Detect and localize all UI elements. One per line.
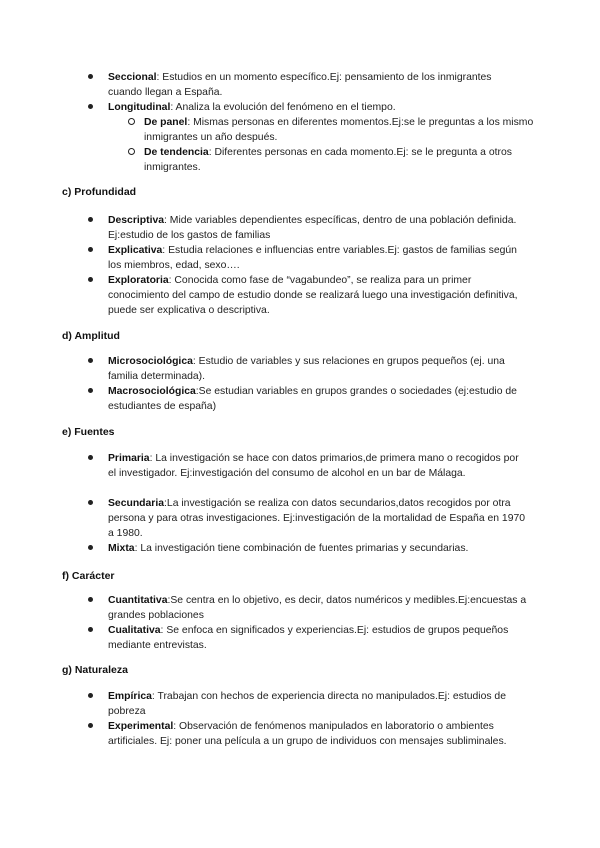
list-item: Longitudinal: Analiza la evolución del fenómeno en el tiempo.	[108, 102, 396, 113]
list-item: Experimental: Observación de fenómenos manipulados en laboratorio o ambientes artificiales. Ej: poner una película a un grupo de individuos con mensajes subliminales.	[108, 721, 507, 747]
bullet-icon	[88, 719, 93, 734]
bullet-icon	[88, 70, 93, 85]
bullet-icon	[88, 541, 93, 556]
bullet-icon	[88, 100, 93, 115]
list-item: Empírica: Trabajan con hechos de experiencia directa no manipulados.Ej: estudios de pobreza	[108, 691, 506, 717]
bullet-icon	[88, 593, 93, 608]
list-item: Macrosociológica:Se estudian variables en grupos grandes o sociedades (ej:estudio de estudiantes de españa)	[108, 386, 517, 412]
bullet-icon	[88, 623, 93, 638]
list-item: Mixta: La investigación tiene combinación de fuentes primarias y secundarias.	[108, 543, 469, 554]
list-item: Seccional: Estudios en un momento específico.Ej: pensamiento de los inmigrantes cuando llegan a España.	[108, 72, 492, 98]
list-item: Explicativa: Estudia relaciones e influencias entre variables.Ej: gastos de familias según los miembros, edad, sexo….	[108, 245, 517, 271]
bullet-icon	[88, 243, 93, 258]
sub-list-item: De panel: Mismas personas en diferentes momentos.Ej:se le preguntas a los mismo inmigrantes un año después.	[144, 117, 534, 143]
list-item: Descriptiva: Mide variables dependientes específicas, dentro de una población definida. Ej:estudio de los gastos de familias	[108, 215, 517, 241]
bullet-icon	[88, 451, 93, 466]
bullet-icon	[88, 213, 93, 228]
section-heading: d) Amplitud	[62, 330, 120, 342]
bullet-icon	[88, 496, 93, 511]
circle-bullet-icon	[128, 145, 135, 160]
bullet-icon	[88, 384, 93, 399]
section-heading: f) Carácter	[62, 570, 115, 582]
section-heading: e) Fuentes	[62, 426, 115, 438]
list-item: Microsociológica: Estudio de variables y sus relaciones en grupos pequeños (ej. una familia determinada).	[108, 356, 505, 382]
circle-bullet-icon	[128, 115, 135, 130]
sub-list-item: De tendencia: Diferentes personas en cada momento.Ej: se le pregunta a otros inmigrantes.	[144, 147, 512, 173]
list-item: Cuantitativa:Se centra en lo objetivo, es decir, datos numéricos y medibles.Ej:encuestas a grandes poblaciones	[108, 595, 527, 621]
list-item: Primaria: La investigación se hace con datos primarios,de primera mano o recogidos por el investigador. Ej:investigación del consumo de alcohol en un bar de Málaga.	[108, 453, 519, 479]
section-heading: g) Naturaleza	[62, 664, 128, 676]
bullet-icon	[88, 689, 93, 704]
list-item: Cualitativa: Se enfoca en significados y experiencias.Ej: estudios de grupos pequeños mediante entrevistas.	[108, 625, 509, 651]
bullet-icon	[88, 354, 93, 369]
section-heading: c) Profundidad	[62, 186, 137, 198]
list-item: Secundaria:La investigación se realiza con datos secundarios,datos recogidos por otra persona y para otras investigaciones. Ej:investigación de la mortalidad de España en 1970 a 1980.	[108, 498, 526, 539]
list-item: Exploratoria: Conocida como fase de “vagabundeo”, se realiza para un primer conocimiento del campo de estudio donde se realizará luego una investigación definitiva, puede ser explicativa o descriptiva.	[108, 275, 518, 316]
bullet-icon	[88, 273, 93, 288]
